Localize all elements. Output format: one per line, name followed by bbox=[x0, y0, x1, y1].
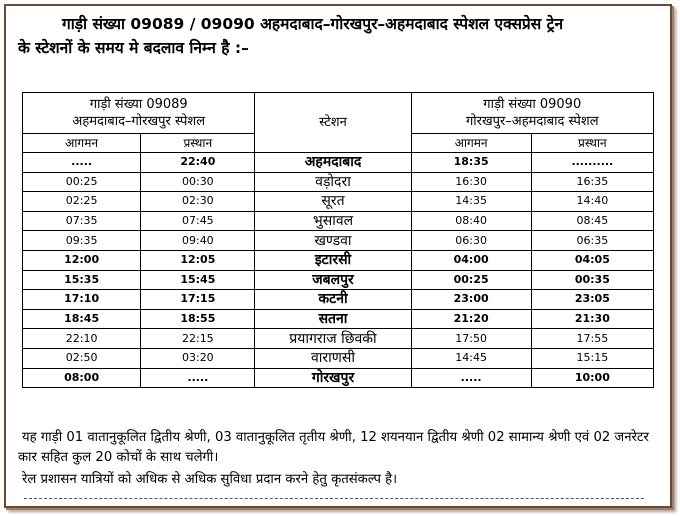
departure-09090-cell: 16:35 bbox=[531, 172, 653, 192]
station-name-cell: सतना bbox=[255, 309, 411, 329]
departure-09089-cell: 17:15 bbox=[141, 290, 255, 310]
departure-09089-cell: 03:20 bbox=[141, 348, 255, 368]
table-row bbox=[23, 231, 654, 251]
station-name-cell: सूरत bbox=[255, 192, 411, 212]
departure-09089-cell: 00:30 bbox=[141, 172, 255, 192]
arrival-09089-cell: 02:25 bbox=[23, 192, 141, 212]
departure-09090-cell: 04:05 bbox=[531, 250, 653, 270]
departure-header-09090: प्रस्थान bbox=[531, 134, 653, 153]
arrival-09089-cell: 15:35 bbox=[23, 270, 141, 290]
table-row bbox=[23, 329, 654, 349]
departure-header-09089: प्रस्थान bbox=[141, 134, 255, 153]
table-row bbox=[23, 309, 654, 329]
arrival-09089-cell: 07:35 bbox=[23, 211, 141, 231]
station-name-cell: इटारसी bbox=[255, 250, 411, 270]
departure-09089-cell: ..... bbox=[141, 368, 255, 388]
arrival-09089-cell: 00:25 bbox=[23, 172, 141, 192]
arrival-09090-cell: 14:45 bbox=[411, 348, 531, 368]
station-name-cell: वाराणसी bbox=[255, 348, 411, 368]
departure-09090-cell: 21:30 bbox=[531, 309, 653, 329]
departure-09089-cell: 02:30 bbox=[141, 192, 255, 212]
table-row bbox=[23, 348, 654, 368]
departure-09090-cell: 23:05 bbox=[531, 290, 653, 310]
table-row bbox=[23, 153, 654, 173]
station-name-cell: वड़ोदरा bbox=[255, 172, 411, 192]
timetable bbox=[22, 92, 654, 388]
document-body bbox=[18, 12, 660, 502]
departure-09090-cell: 17:55 bbox=[531, 329, 653, 349]
arrival-09089-cell: 12:00 bbox=[23, 250, 141, 270]
departure-09090-cell: 08:45 bbox=[531, 211, 653, 231]
train-09089-route: अहमदाबाद–गोरखपुर स्पेशल bbox=[72, 114, 206, 129]
table-row bbox=[23, 368, 654, 388]
arrival-09090-cell: 17:50 bbox=[411, 329, 531, 349]
departure-09089-cell: 18:55 bbox=[141, 309, 255, 329]
departure-09090-cell: 00:35 bbox=[531, 270, 653, 290]
station-name-cell: गोरखपुर bbox=[255, 368, 411, 388]
coach-composition-text: यह गाड़ी 01 वातानुकूलित द्वितीय श्रेणी, 03 वातानुकूलित तृतीय श्रेणी, 12 शयनयान द्वितीय श्रेणी 02 सामान्य श्रेणी एवं 02 जनरेटर कार सहित कुल 20 कोचों के साथ चलेगी। bbox=[18, 430, 649, 465]
table-row bbox=[23, 250, 654, 270]
heading-line-2: के स्टेशनों के समय मे बदलाव निम्न है :– bbox=[18, 39, 249, 57]
train-09090-header bbox=[411, 93, 653, 134]
arrival-09089-cell: 08:00 bbox=[23, 368, 141, 388]
departure-09090-cell: 10:00 bbox=[531, 368, 653, 388]
arrival-09090-cell: 14:35 bbox=[411, 192, 531, 212]
station-header: स्टेशन bbox=[255, 93, 411, 153]
document-frame bbox=[4, 4, 672, 508]
arrival-09090-cell: 23:00 bbox=[411, 290, 531, 310]
arrival-09090-cell: 16:30 bbox=[411, 172, 531, 192]
departure-09089-cell: 09:40 bbox=[141, 231, 255, 251]
notice-heading bbox=[18, 12, 660, 60]
departure-09089-cell: 12:05 bbox=[141, 250, 255, 270]
table-row bbox=[23, 211, 654, 231]
table-row bbox=[23, 192, 654, 212]
arrival-09090-cell: 21:20 bbox=[411, 309, 531, 329]
administration-statement: रेल प्रशासन यात्रियों को अधिक से अधिक सुविधा प्रदान करने हेतु कृतसंकल्प है। bbox=[22, 472, 398, 487]
arrival-header-09089: आगमन bbox=[23, 134, 141, 153]
departure-09090-cell: .......... bbox=[531, 153, 653, 173]
arrival-09090-cell: 06:30 bbox=[411, 231, 531, 251]
train-09090-number: गाड़ी संख्या 09090 bbox=[483, 97, 582, 112]
arrival-09089-cell: 22:10 bbox=[23, 329, 141, 349]
arrival-09089-cell: ..... bbox=[23, 153, 141, 173]
arrival-09089-cell: 02:50 bbox=[23, 348, 141, 368]
departure-09089-cell: 15:45 bbox=[141, 270, 255, 290]
station-name-cell: कटनी bbox=[255, 290, 411, 310]
arrival-09090-cell: ..... bbox=[411, 368, 531, 388]
table-row bbox=[23, 172, 654, 192]
departure-09090-cell: 14:40 bbox=[531, 192, 653, 212]
arrival-09090-cell: 04:00 bbox=[411, 250, 531, 270]
notice-note bbox=[18, 428, 658, 490]
station-name-cell: भुसावल bbox=[255, 211, 411, 231]
table-row bbox=[23, 270, 654, 290]
station-name-cell: जबलपुर bbox=[255, 270, 411, 290]
arrival-09089-cell: 17:10 bbox=[23, 290, 141, 310]
station-name-cell: प्रयागराज छिवकी bbox=[255, 329, 411, 349]
train-09089-header bbox=[23, 93, 255, 134]
departure-09089-cell: 22:40 bbox=[141, 153, 255, 173]
departure-09089-cell: 22:15 bbox=[141, 329, 255, 349]
arrival-09090-cell: 08:40 bbox=[411, 211, 531, 231]
table-row bbox=[23, 290, 654, 310]
departure-09090-cell: 06:35 bbox=[531, 231, 653, 251]
dashed-divider bbox=[24, 498, 644, 499]
station-name-cell: अहमदाबाद bbox=[255, 153, 411, 173]
arrival-09089-cell: 09:35 bbox=[23, 231, 141, 251]
departure-09089-cell: 07:45 bbox=[141, 211, 255, 231]
arrival-09090-cell: 00:25 bbox=[411, 270, 531, 290]
train-09090-route: गोरखपुर–अहमदाबाद स्पेशल bbox=[465, 114, 599, 129]
train-09089-number: गाड़ी संख्या 09089 bbox=[89, 97, 188, 112]
heading-line-1: गाड़ी संख्या 09089 / 09090 अहमदाबाद–गोरखपुर–अहमदाबाद स्पेशल एक्सप्रेस ट्रेन bbox=[62, 15, 564, 33]
arrival-header-09090: आगमन bbox=[411, 134, 531, 153]
departure-09090-cell: 15:15 bbox=[531, 348, 653, 368]
arrival-09089-cell: 18:45 bbox=[23, 309, 141, 329]
arrival-09090-cell: 18:35 bbox=[411, 153, 531, 173]
station-name-cell: खण्डवा bbox=[255, 231, 411, 251]
